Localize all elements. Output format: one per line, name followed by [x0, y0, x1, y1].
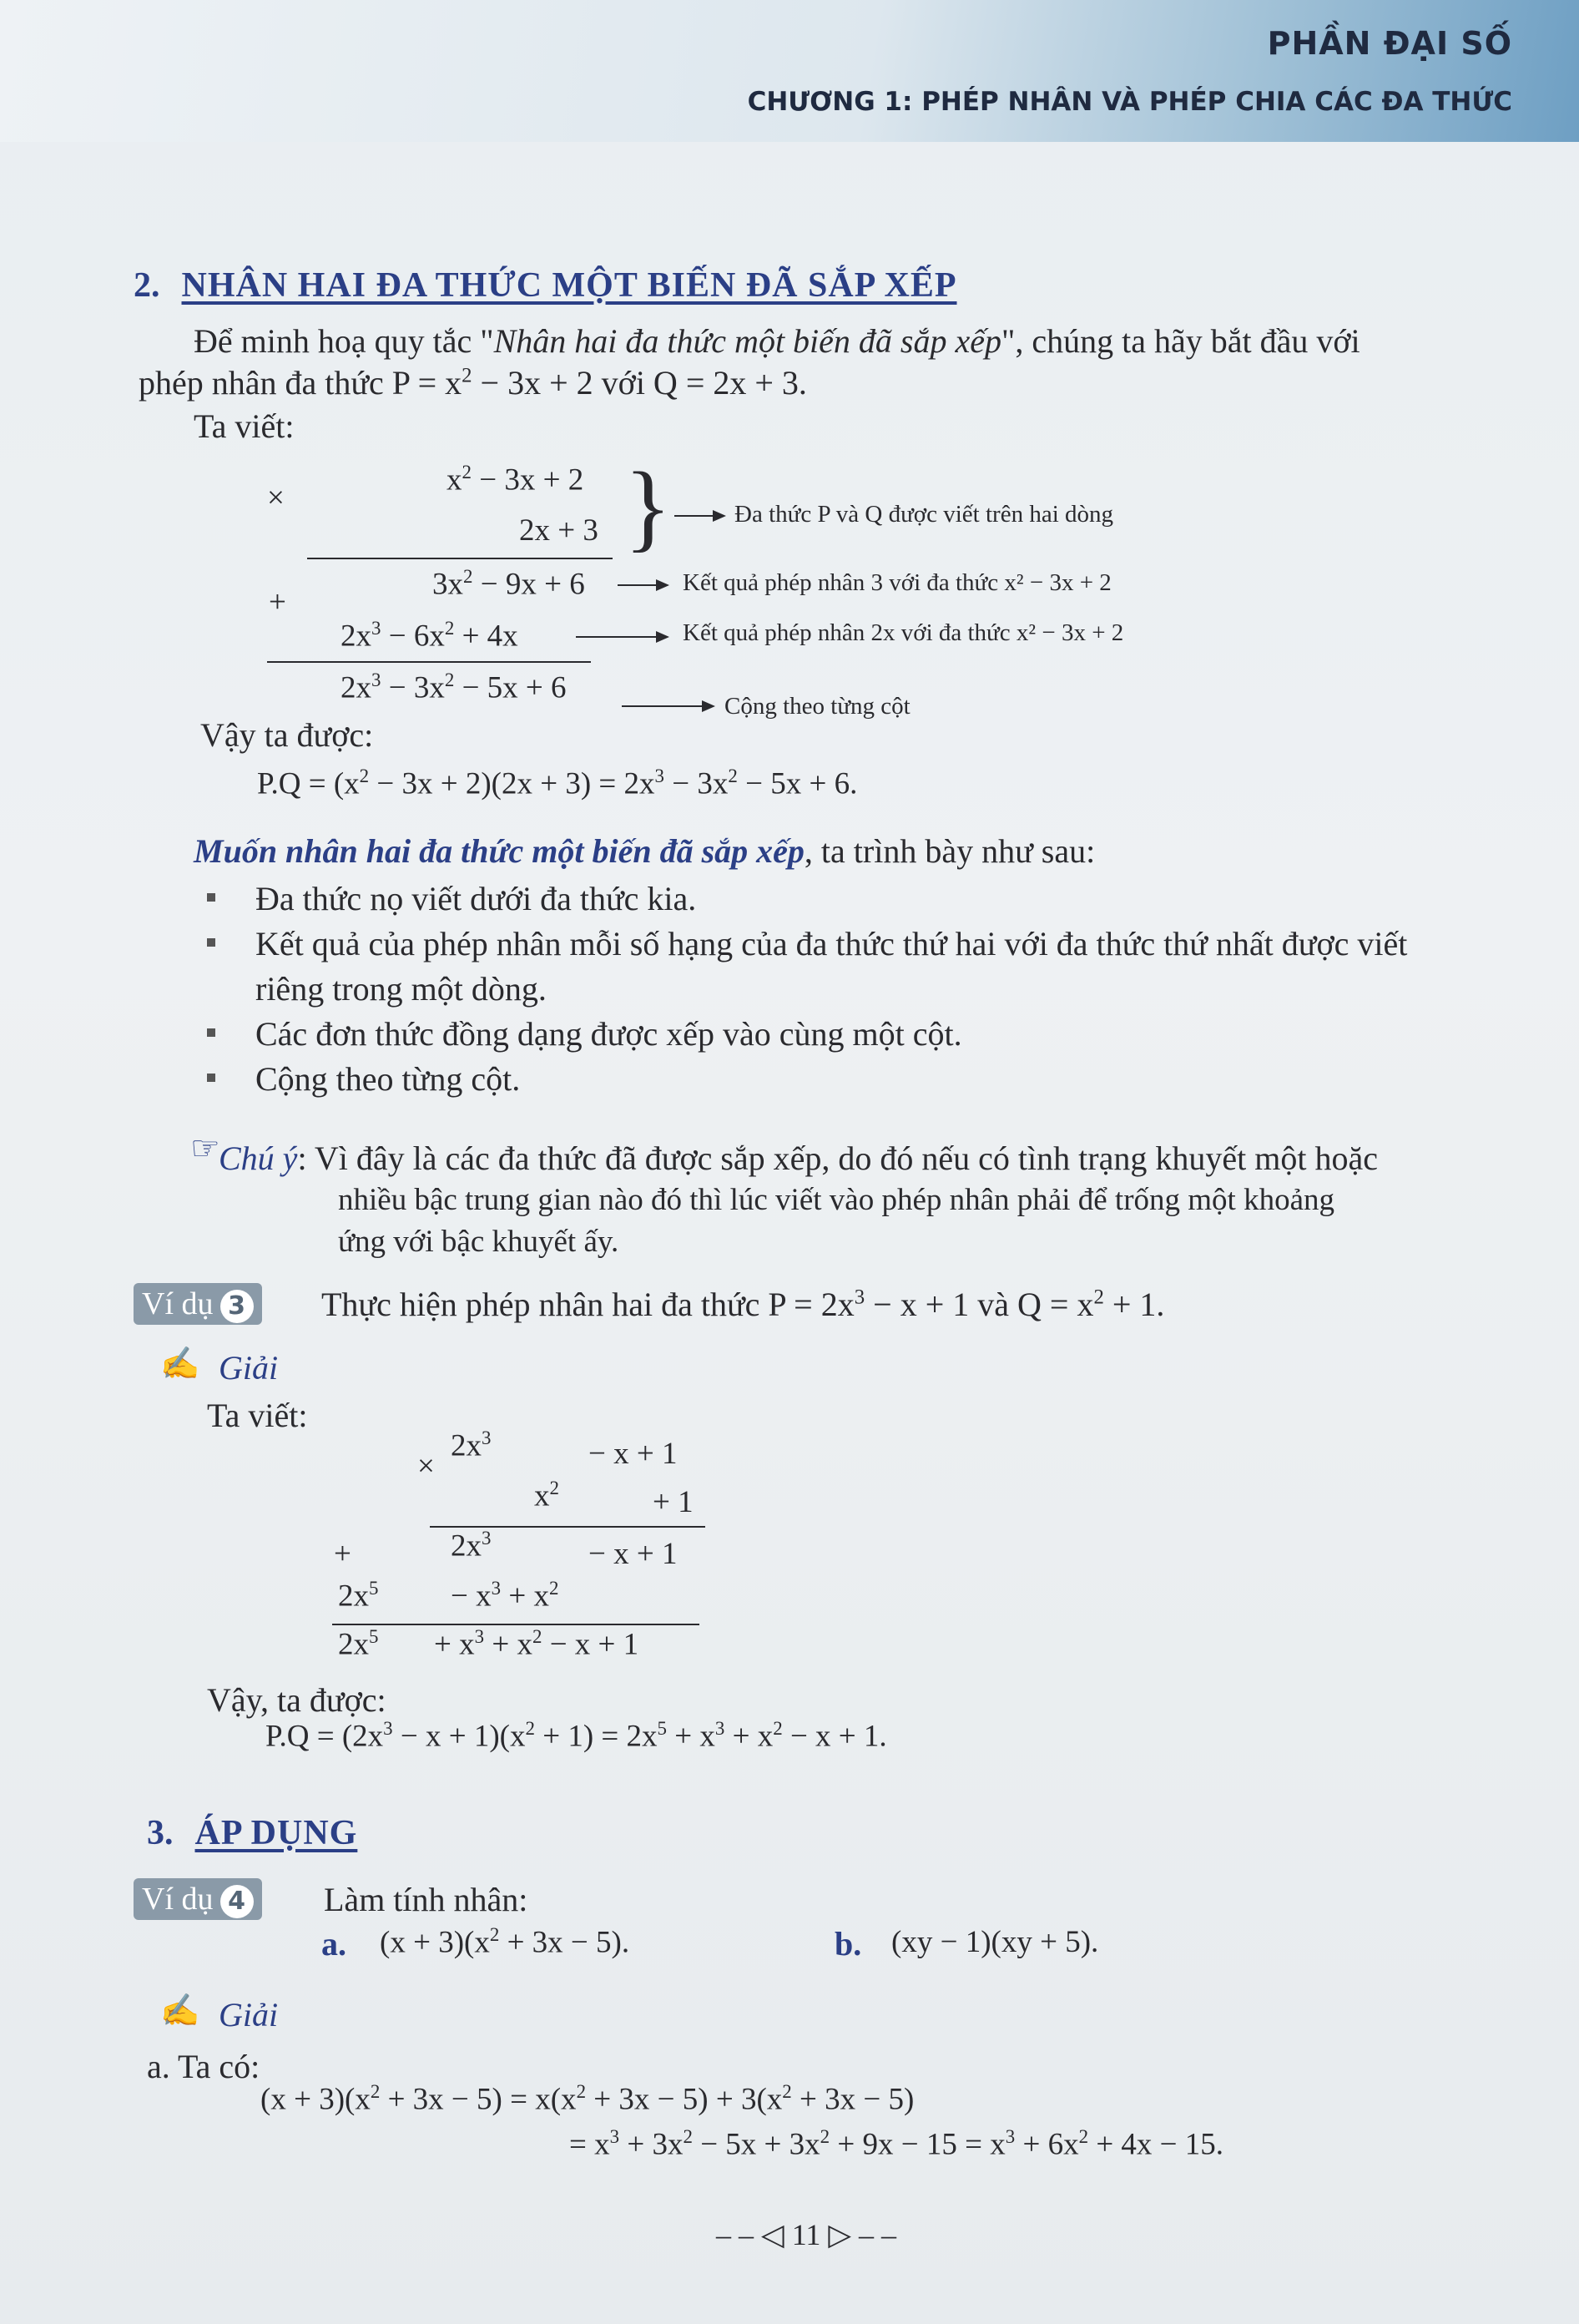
- item-b-label: b.: [835, 1925, 862, 1963]
- header-band: [0, 0, 1579, 142]
- result-text: P.Q = (x: [257, 766, 360, 801]
- expr-text: + 9x − 15 = x: [830, 2127, 1006, 2162]
- times-sign: ×: [267, 481, 285, 515]
- result-text: + 1) = 2x: [534, 1719, 658, 1754]
- bullet-icon: [207, 893, 215, 902]
- expr-text: + 4x − 15.: [1088, 2127, 1224, 2162]
- page-dash-icon: – – ◁: [716, 2218, 792, 2251]
- bullet-item-cont: riêng trong một dòng.: [255, 970, 547, 1008]
- note-line-2: nhiều bậc trung gian nào đó thì lúc viết vào phép nhân phải để trống một khoảng: [338, 1183, 1334, 1217]
- example-number: 3: [220, 1290, 254, 1323]
- bullet-icon: [207, 938, 215, 947]
- bullet-item: Đa thức nọ viết dưới đa thức kia.: [255, 880, 697, 917]
- bullet-item: Các đơn thức đồng dạng được xếp vào cùng một cột.: [255, 1015, 962, 1053]
- p-rest: − x + 1: [588, 1437, 678, 1471]
- plus-sign: +: [269, 585, 286, 619]
- page-number-value: 11: [791, 2218, 821, 2251]
- expr-text: − 5x + 3x: [692, 2127, 820, 2162]
- rule-line: [332, 1624, 699, 1625]
- rule-title: Muốn nhân hai đa thức một biến đã sắp xếp: [194, 832, 805, 870]
- intro-line-2: phép nhân đa thức $P = x^2 - 3x + 2$ với Q = 2x + 3.: [139, 364, 807, 402]
- intro-line-1: [194, 321, 1360, 361]
- page-number: [716, 2217, 896, 2252]
- result-text: − 3x + 2)(2x + 3) = 2x: [369, 766, 655, 801]
- bullet-icon: [207, 1074, 215, 1082]
- rule-name: Nhân hai đa thức một biến đã sắp xếp: [493, 322, 1001, 360]
- note-pq: Đa thức P và Q được viết trên hai dòng: [734, 501, 1114, 528]
- intro-text: phép nhân đa thức P = x: [139, 364, 462, 402]
- note-sum: Cộng theo từng cột: [724, 693, 911, 720]
- q-rest: + 1: [653, 1485, 694, 1519]
- chapter-title: CHƯƠNG 1: PHÉP NHÂN VÀ PHÉP CHIA CÁC ĐA THỨC: [747, 87, 1512, 117]
- expr-text: + 3x − 5).: [499, 1925, 630, 1960]
- example-text: + 1.: [1103, 1286, 1165, 1323]
- brace: }: [624, 452, 672, 561]
- section-title: NHÂN HAI ĐA THỨC MỘT BIẾN ĐÃ SẮP XẾP: [181, 266, 957, 305]
- expr-text: (x + 3)(x: [260, 2082, 371, 2117]
- row-2-rest: − $x^3 + x^2$: [451, 1578, 559, 1614]
- example-label: Ví dụ: [142, 1286, 214, 1321]
- page-dash-icon: ▷ – –: [820, 2218, 897, 2251]
- partial-row-1: $3x^2 - 9x + 6$: [432, 566, 585, 602]
- result-text: + x: [724, 1719, 774, 1754]
- giai-label: Giải: [219, 1996, 279, 2034]
- example-label: Ví dụ: [142, 1882, 214, 1917]
- pointing-hand-icon: ☞: [190, 1129, 220, 1167]
- rule-intro: [194, 831, 1095, 872]
- expr-text: + 3x: [619, 2127, 684, 2162]
- ta-viet: Ta viết:: [194, 407, 295, 445]
- section-number: 2.: [134, 266, 160, 305]
- example-text: Thực hiện phép nhân hai đa thức P = 2x: [321, 1286, 855, 1323]
- bullet-item: Kết quả của phép nhân mỗi số hạng của đa thức thứ hai với đa thức thứ nhất được viết: [255, 925, 1408, 962]
- q-lead-term: $x^2$: [534, 1478, 559, 1513]
- expr-text: = x: [569, 2127, 610, 2162]
- note-label: Chú ý: [219, 1139, 298, 1177]
- note-line-1: [219, 1139, 1378, 1179]
- result-text: − x + 1)(x: [392, 1719, 526, 1754]
- example-4-text: Làm tính nhân:: [324, 1881, 528, 1918]
- times-sign-2: ×: [417, 1449, 435, 1483]
- note-row2: Kết quả phép nhân 2x với đa thức x² − 3x + 2: [683, 619, 1124, 646]
- part-title: PHẦN ĐẠI SỐ: [1267, 25, 1512, 62]
- row-1-rest: − x + 1: [588, 1537, 678, 1571]
- section-title: ÁP DỤNG: [194, 1814, 358, 1852]
- intro-text: Để minh hoạ quy tắc ": [194, 322, 494, 360]
- pencil-icon: ✍: [160, 1346, 200, 1382]
- vay-ta-duoc: Vậy ta được:: [200, 716, 374, 754]
- bullet-icon: [207, 1028, 215, 1037]
- bullet-item: Cộng theo từng cột.: [255, 1060, 521, 1098]
- result-text: − 5x + 6.: [737, 766, 858, 801]
- expansion-line-2: = $x^3 + 3x^2 - 5x + 3x^2 + 9x - 15 = x^3 + 6x^2 + 4x - 15$.: [569, 2126, 1224, 2162]
- example-number: 4: [220, 1885, 254, 1918]
- example-3-text: Thực hiện phép nhân hai đa thức $P = 2x^3 - x + 1$ và $Q = x^2 + 1$.: [321, 1286, 1165, 1323]
- giai-label: Giải: [219, 1349, 279, 1387]
- row-1-lead: $2x^3$: [451, 1528, 492, 1564]
- pencil-icon: ✍: [160, 1993, 200, 2028]
- rule-line: [307, 558, 613, 559]
- item-a-expr: $(x + 3)(x^2 + 3x - 5)$.: [380, 1924, 630, 1960]
- sum-row: $2x^3 - 3x^2 - 5x + 6$: [341, 669, 567, 705]
- sum-rest: + $x^3 + x^2 - x + 1$: [434, 1626, 639, 1662]
- expr-text: + 6x: [1015, 2127, 1079, 2162]
- p-lead-term: $2x^3$: [451, 1427, 492, 1463]
- item-a-label: a.: [321, 1925, 346, 1963]
- arrow-pq: [674, 515, 724, 517]
- result-text: + x: [667, 1719, 715, 1754]
- example-badge: [134, 1283, 262, 1325]
- rule-line: [267, 661, 591, 663]
- poly-p: $x^2 - 3x + 2$: [446, 462, 584, 498]
- expr-text: + 3x − 5) = x(x: [380, 2082, 577, 2117]
- vay-ta-duoc-2: Vậy, ta được:: [207, 1681, 386, 1719]
- result-text: − x + 1.: [782, 1719, 887, 1754]
- partial-row-2: $2x^3 - 6x^2 + 4x$: [341, 618, 518, 654]
- example-badge: [134, 1878, 262, 1920]
- note-line-3: ứng với bậc khuyết ấy.: [338, 1225, 619, 1259]
- arrow-row2: [576, 636, 668, 638]
- expr-text: + 3x − 5) + 3(x: [586, 2082, 783, 2117]
- section-3-heading: [147, 1813, 357, 1853]
- row-2-lead: $2x^5$: [338, 1578, 379, 1614]
- expr-text: + 3x − 5): [791, 2082, 915, 2117]
- example-text: − x + 1 và Q = x: [865, 1286, 1094, 1323]
- arrow-sum: [622, 705, 714, 707]
- result-3: $P.Q = (2x^3 - x + 1)(x^2 + 1) = 2x^5 + x^3 + x^2 - x + 1$.: [265, 1718, 887, 1754]
- sum-lead: $2x^5$: [338, 1626, 379, 1662]
- intro-text: − 3x + 2 với Q = 2x + 3.: [472, 364, 807, 402]
- section-number: 3.: [147, 1814, 174, 1852]
- plus-sign-2: +: [334, 1537, 351, 1571]
- note-text: : Vì đây là các đa thức đã được sắp xếp, do đó nếu có tình trạng khuyết một hoặc: [297, 1139, 1378, 1177]
- ta-viet-2: Ta viết:: [207, 1397, 308, 1434]
- arrow-row1: [618, 584, 668, 586]
- result-pq: $P.Q = (x^2 - 3x + 2)(2x + 3) = 2x^3 - 3x^2 - 5x + 6$.: [257, 765, 858, 801]
- item-b-expr: (xy − 1)(xy + 5).: [891, 1925, 1099, 1959]
- poly-q: 2x + 3: [519, 513, 598, 548]
- section-2-heading: [134, 265, 957, 306]
- result-text: − 3x: [664, 766, 729, 801]
- intro-text: ", chúng ta hãy bắt đầu với: [1001, 322, 1360, 360]
- rule-rest: , ta trình bày như sau:: [804, 832, 1096, 870]
- expansion-line-1: $(x + 3)(x^2 + 3x - 5) = x(x^2 + 3x - 5) + 3(x^2 + 3x - 5)$: [260, 2081, 915, 2117]
- ta-co: a. Ta có:: [147, 2048, 260, 2085]
- expr-text: (x + 3)(x: [380, 1925, 490, 1960]
- result-text: P.Q = (2x: [265, 1719, 384, 1754]
- note-row1: Kết quả phép nhân 3 với đa thức x² − 3x + 2: [683, 569, 1112, 596]
